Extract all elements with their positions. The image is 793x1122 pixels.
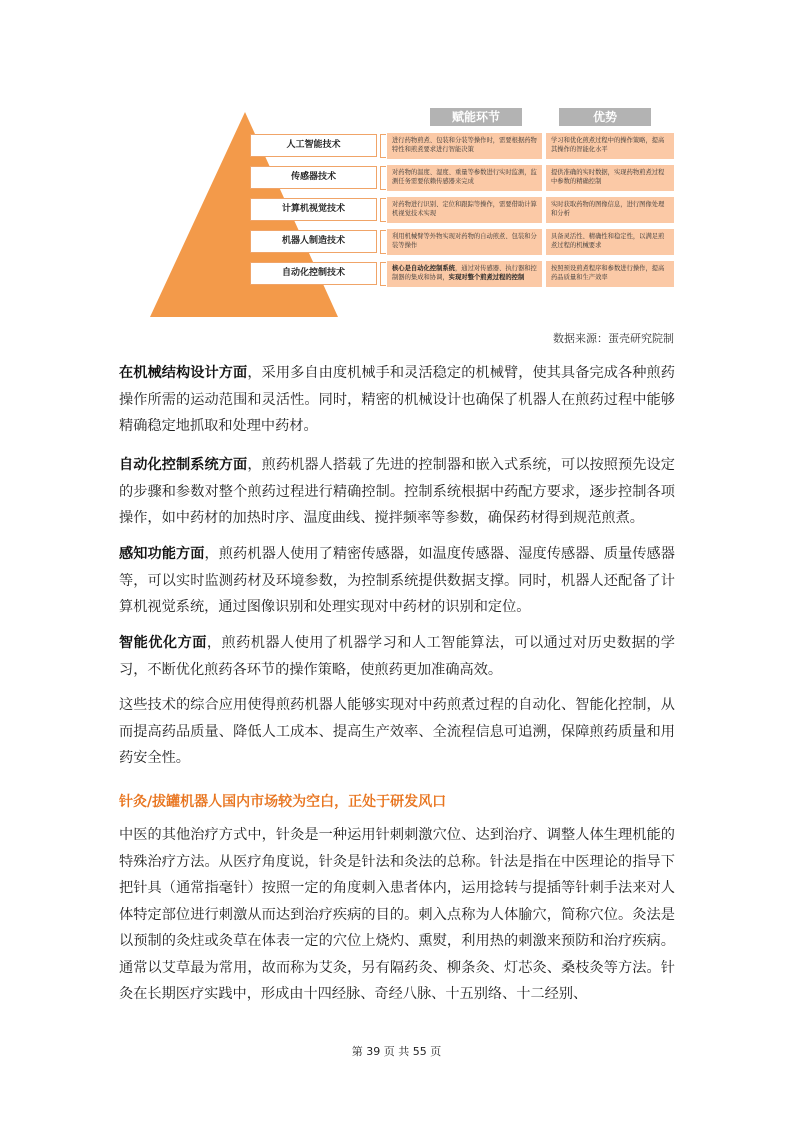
tech-label-sensor: 传感器技术 bbox=[250, 166, 377, 189]
advantage-cell-ai: 学习和优化煎煮过程中的操作策略，提高其操作的智能化水平 bbox=[546, 133, 674, 159]
link-cell-sensor: 对药物的温度、湿度、重量等参数进行实时监测，监测任务需要依赖传感器来完成 bbox=[387, 165, 542, 191]
paragraph-text: ，采用多自由度机械手和灵活稳定的机械臂，使其具备完成各种煎药操作所需的运动范围和灵活性。同时，精密的机械设计也确保了机器人在煎药过程中能够精确稳定地抓取和处理中药材。 bbox=[119, 365, 675, 434]
technology-pyramid-figure bbox=[150, 100, 680, 330]
data-source: 数据来源：蛋壳研究院制 bbox=[553, 332, 674, 345]
advantage-cell-sensor: 提供准确的实时数据，实现药物煎煮过程中参数的精确控制 bbox=[546, 165, 674, 191]
row-bracket bbox=[380, 166, 386, 190]
tech-label-automation: 自动化控制技术 bbox=[250, 262, 377, 285]
advantage-cell-vision: 实时获取药物的图像信息，进行图像处理和分析 bbox=[546, 197, 674, 223]
advantage-cell-automation: 按照预设煎煮程序和参数进行操作，提高药品质量和生产效率 bbox=[546, 261, 674, 287]
paragraph-lead: 智能优化方面 bbox=[119, 635, 207, 651]
paragraph-perception bbox=[119, 541, 675, 621]
paragraph-acupuncture: 中医的其他治疗方式中，针灸是一种运用针刺刺激穴位、达到治疗、调整人体生理机能的特殊治疗方法。从医疗角度说，针灸是针法和灸法的总称。针法是指在中医理论的指导下把针具（通常指毫针）按照一定的角度刺入患者体内，运用捻转与提插等针刺手法来对人体特定部位进行刺激从而达到治疗疾病的目的。刺入点称为人体腧穴，简称穴位。灸法是以预制的灸炷或灸草在体表一定的穴位上烧灼、熏熨，利用热的刺激来预防和治疗疾病。通常以艾草最为常用，故而称为艾灸，另有隔药灸、柳条灸、灯芯灸、桑枝灸等方法。针灸在长期医疗实践中，形成由十四经脉、奇经八脉、十五别络、十二经别、 bbox=[119, 827, 675, 1002]
paragraph-text: ，煎药机器人搭载了先进的控制器和嵌入式系统，可以按照预先设定的步骤和参数对整个煎药过程进行精确控制。控制系统根据中药配方要求，逐步控制各项操作，如中药材的加热时序、温度曲线、搅拌频率等参数，确保药材得到规范煎煮。 bbox=[119, 457, 675, 526]
header-enabling-link: 赋能环节 bbox=[430, 108, 522, 126]
row-bracket bbox=[380, 262, 386, 286]
paragraph-text: 这些技术的综合应用使得煎药机器人能够实现对中药煎煮过程的自动化、智能化控制，从而提高药品质量、降低人工成本、提高生产效率、全流程信息可追溯，保障煎药质量和用药安全性。 bbox=[119, 697, 675, 766]
paragraph-automation bbox=[119, 452, 675, 532]
link-cell-automation bbox=[387, 261, 542, 287]
advantage-cell-robot: 具备灵活性、精确性和稳定性，以满足煎煮过程的机械要求 bbox=[546, 229, 674, 255]
paragraph-optimization bbox=[119, 630, 675, 683]
paragraph-lead: 在机械结构设计方面 bbox=[119, 365, 248, 381]
header-advantage: 优势 bbox=[559, 108, 651, 126]
page-footer: 第 39 页 共 55 页 bbox=[351, 1045, 442, 1058]
link-bold-core: 核心是自动化控制系统 bbox=[392, 265, 455, 272]
paragraph-lead: 自动化控制系统方面 bbox=[119, 457, 248, 473]
row-bracket bbox=[380, 134, 386, 158]
tech-label-ai: 人工智能技术 bbox=[250, 134, 377, 157]
link-cell-vision: 对药物进行识别、定位和跟踪等操作，需要借助计算机视觉技术实现 bbox=[387, 197, 542, 223]
link-cell-robot: 利用机械臂等外物实现对药物的自动煎煮、包装和分装等操作 bbox=[387, 229, 542, 255]
paragraph-lead: 感知功能方面 bbox=[119, 546, 205, 562]
link-bold-control: 实现对整个煎煮过程的控制 bbox=[448, 274, 525, 281]
link-cell-ai: 进行药物煎煮、包装和分装等操作时，需要根据药物特性和煎煮要求进行智能决策 bbox=[387, 133, 542, 159]
section-heading: 针灸/拔罐机器人国内市场较为空白，正处于研发风口 bbox=[119, 794, 447, 810]
paragraph-text: ，煎药机器人使用了精密传感器，如温度传感器、湿度传感器、质量传感器等，可以实时监测药材及环境参数，为控制系统提供数据支撑。同时，机器人还配备了计算机视觉系统，通过图像识别和处理实现对中药材的识别和定位。 bbox=[119, 546, 675, 615]
paragraph-text: ，煎药机器人使用了机器学习和人工智能算法，可以通过对历史数据的学习，不断优化煎药各环节的操作策略，使煎药更加准确高效。 bbox=[119, 635, 675, 678]
tech-label-robot: 机器人制造技术 bbox=[250, 230, 377, 253]
paragraph-summary bbox=[119, 692, 675, 772]
row-bracket bbox=[380, 198, 386, 222]
link-mid-text: ，通过对传感器、执行器和控制器的集成和协调， bbox=[392, 265, 537, 281]
paragraph-mechanical bbox=[119, 360, 675, 440]
tech-label-vision: 计算机视觉技术 bbox=[250, 198, 377, 221]
row-bracket bbox=[380, 230, 386, 254]
